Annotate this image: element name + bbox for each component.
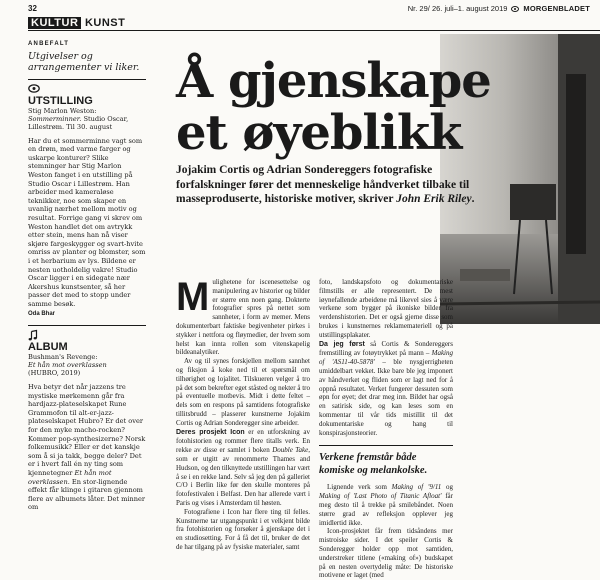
album-review xyxy=(28,383,146,512)
paragraph xyxy=(319,483,453,527)
article-lede xyxy=(176,163,476,207)
article-headline xyxy=(176,55,491,159)
album-review-text: Hva betyr det når jazzens tre mystiske mørkemenn går fra hardjazz-plateselskapet Rune Grammofon til alt-er-jazz-plateselskapet Hubro? Er det over for den myke macho-rocken? Kommer pop-synthesizerne? Norsk folkemusikk? Eller er det kanskje som å si ja takk, begge deler? Det er i hvert fall én ny ting som kjennetegner xyxy=(28,383,146,477)
exhibition-meta xyxy=(28,107,146,131)
album-review-text-end: . En stor-lignende effekt får klinge i gitaren gjennom flere av albumets låter. Det minner om xyxy=(28,477,146,512)
headline-line-1: Å gjenskape xyxy=(176,53,491,109)
article-column-1 xyxy=(176,275,310,552)
page-header xyxy=(0,0,600,34)
paragraph xyxy=(176,275,310,357)
album-name: Et hån mot overklassen xyxy=(28,361,107,370)
album-meta xyxy=(28,353,146,377)
album-label: (HUBRO, 2019) xyxy=(28,369,81,378)
album-review-title: Et hån mot overklassen xyxy=(28,469,112,486)
paragraph-lead: Deres prosjekt Icon xyxy=(176,428,245,436)
dropcap: M xyxy=(176,275,210,319)
header-rule xyxy=(28,30,600,31)
recommendations-sidebar xyxy=(28,40,146,512)
work-title: Making of '9/11 xyxy=(391,483,442,492)
music-note-icon xyxy=(28,330,146,340)
paragraph: foto, landskapsfoto og dokumentariske filmstills er alle representert. De mest iøynefallende arbeidene må likevel sies å være verkene som bygger på ikoniske bilder fra verdenshistorien. Det er også gjerne disse som brukes i kunstnernes reklamemateriell og på utstillingsplakater. xyxy=(319,278,453,339)
book-title: Double Take xyxy=(272,446,309,455)
sidebar-head: ANBEFALT xyxy=(28,41,70,47)
paragraph-text: og xyxy=(441,483,454,492)
section-kunst: KUNST xyxy=(84,17,126,29)
paragraph: Icon-prosjektet får frem tidsåndens mer mistroiske sider. I det speiler Cortis & Sonderegger holder opp mot samtiden, understreker titlene («making of») budskapet på en nesten overtydelig måte: De historiske motivene er laget (med xyxy=(319,527,453,580)
paragraph-text: er en utforskning av fotohistorien og rommer flere titalls verk. En rekke av disse er samlet i boken xyxy=(176,427,310,455)
paragraph-text-end: får meg desto til å trekke på smilebåndet. Noen større grad av refleksjon opplever jeg imidlertid ikke. xyxy=(319,492,453,527)
album-title: ALBUM xyxy=(28,341,68,354)
paragraph: Av og til synes forskjellen mellom sannhet og fiksjon å koke ned til et spørsmål om tilhørighet og lojalitet. Tilskueren velger å tro på det som bekrefter eget ståsted og nekter å tro på eventuelle motbevis. Midt i dette feltet – dels som en respons på samtidens fotografiske tillitsbrudd – plasserer kunstnerne Jojakim Cortis og Adrian Sonderegger sine arbeider. xyxy=(176,357,310,427)
paragraph-text: ulighetene for iscenesettelse og manipulering av historier og bilder er større enn noen gang. Dokterte fotografier spres på nettet som sannheter, i form av memer. Mens dokumenterbart faktiske begivenheter pirkes i stykker i nettfora og fløymedier, der hvem som helst kan innta rollen som vitenskapelig bildeanalytiker. xyxy=(176,278,310,357)
divider xyxy=(28,325,146,326)
article-column-2 xyxy=(319,278,453,580)
paragraph xyxy=(319,340,453,438)
paragraph-text-end: – ble nysgjerrigheten umiddelbart vekket. Ikke bare ble jeg imponert av håndverket og fliden som er lagt ned for å oppnå resultatet. Verket fungerer dessuten som øpn for øyet; det drar meg inn. Bildet har også en satirisk side, og kan leses som en kommentar til vår tids mistillit til det dokumentariske og hang til konspirasjonsteorier. xyxy=(319,358,454,437)
sidebar-subtitle: Utgivelser og arrangementer vi liker. xyxy=(28,50,140,73)
author-name: John Erik Riley xyxy=(396,193,472,205)
exhibition-byline: Oda Bhar xyxy=(28,311,56,318)
page-number: 32 xyxy=(28,4,37,13)
exhibition-artist: Stig Marlon Weston: xyxy=(28,106,97,115)
work-title: Making of 'Last Photo of Titanic Afloat' xyxy=(319,492,442,501)
paragraph: Fotografiene i Icon har flere ting til felles. Kunstnerne tar utgangspunkt i et velkjent bilde fra fotohistorien og forsøker å gjenskape det i en studiosetting. For å få det til, bruker de det de har tilgang på av fysiske materialer, samt xyxy=(176,507,310,551)
paragraph-text: så Cortis & Sondereggers fremstilling av fotøytrykket på mann – xyxy=(319,339,453,358)
issue-info xyxy=(408,4,590,13)
work-title: Making of 'AS11-40-5878' xyxy=(319,349,453,367)
eye-icon xyxy=(511,6,519,12)
paragraph-text-end: , som er utgitt av renommerte Thames and Hudson, og den tilknyttede utstillingen har vært å se i en rekke land. Selv så jeg den på galleriet C/O i Berlin like før den skulle monteres på fotofestivalen i Belfast. Den har allerede vært i Paris og vises i Amsterdam til høsten. xyxy=(176,446,310,507)
headline-line-2: et øyeblikk xyxy=(176,105,462,161)
paragraph-lead: Da jeg først xyxy=(319,340,365,348)
issue-date: Nr. 29/ 26. juli–1. august 2019 xyxy=(407,4,508,13)
exhibition-title: UTSTILLING xyxy=(28,94,93,107)
eye-icon xyxy=(28,84,146,94)
lede-text: Jojakim Cortis og Adrian Sondereggers fotografiske forfalskninger fører det menneskelige håndverket tilbake til masseproduserte, historiske motiver, skriver xyxy=(176,164,470,205)
section-kultur: KULTUR xyxy=(28,17,81,29)
album-artist: Bushman's Revenge: xyxy=(28,353,98,362)
section-tag xyxy=(28,17,125,29)
paragraph-text: Lignende verk som xyxy=(327,483,392,492)
paragraph xyxy=(176,428,310,508)
exhibition-review: Har du et sommerminne vagt som en drøm, med varme farger og uskarpe konturer? Slike stemninger har Stig Marlon Weston fanget i en utstilling på Studio Oscar i Lillestrøm. Han arbeider med kameraløse teknikker, noe som skaper en uvanlig nærhet mellom motiv og resultat. Forrige gang vi skrev om Weston handlet det om avtrykk etter stein, mens han nå viser skjøre fargeskygger og svart-hvite omriss av planter og blomster, som i et herbarium av lys. Bildene er nesten uotholdelig vakre! Studio Oscar ligger i en sidegate nær Akershus kunstsenter, så her passer det med to stopp under samme besøk. xyxy=(28,136,146,308)
exhibition-venue: Studio Oscar, Lillestrøm. Til 30. august xyxy=(28,114,129,131)
pull-quote: Verkene fremstår både komiske og melankolske. xyxy=(319,445,453,477)
lede-end: . xyxy=(471,193,475,205)
divider xyxy=(28,79,146,80)
exhibition-name: Sommerminner. xyxy=(28,114,82,123)
newspaper-name: MORGENBLADET xyxy=(523,4,590,13)
